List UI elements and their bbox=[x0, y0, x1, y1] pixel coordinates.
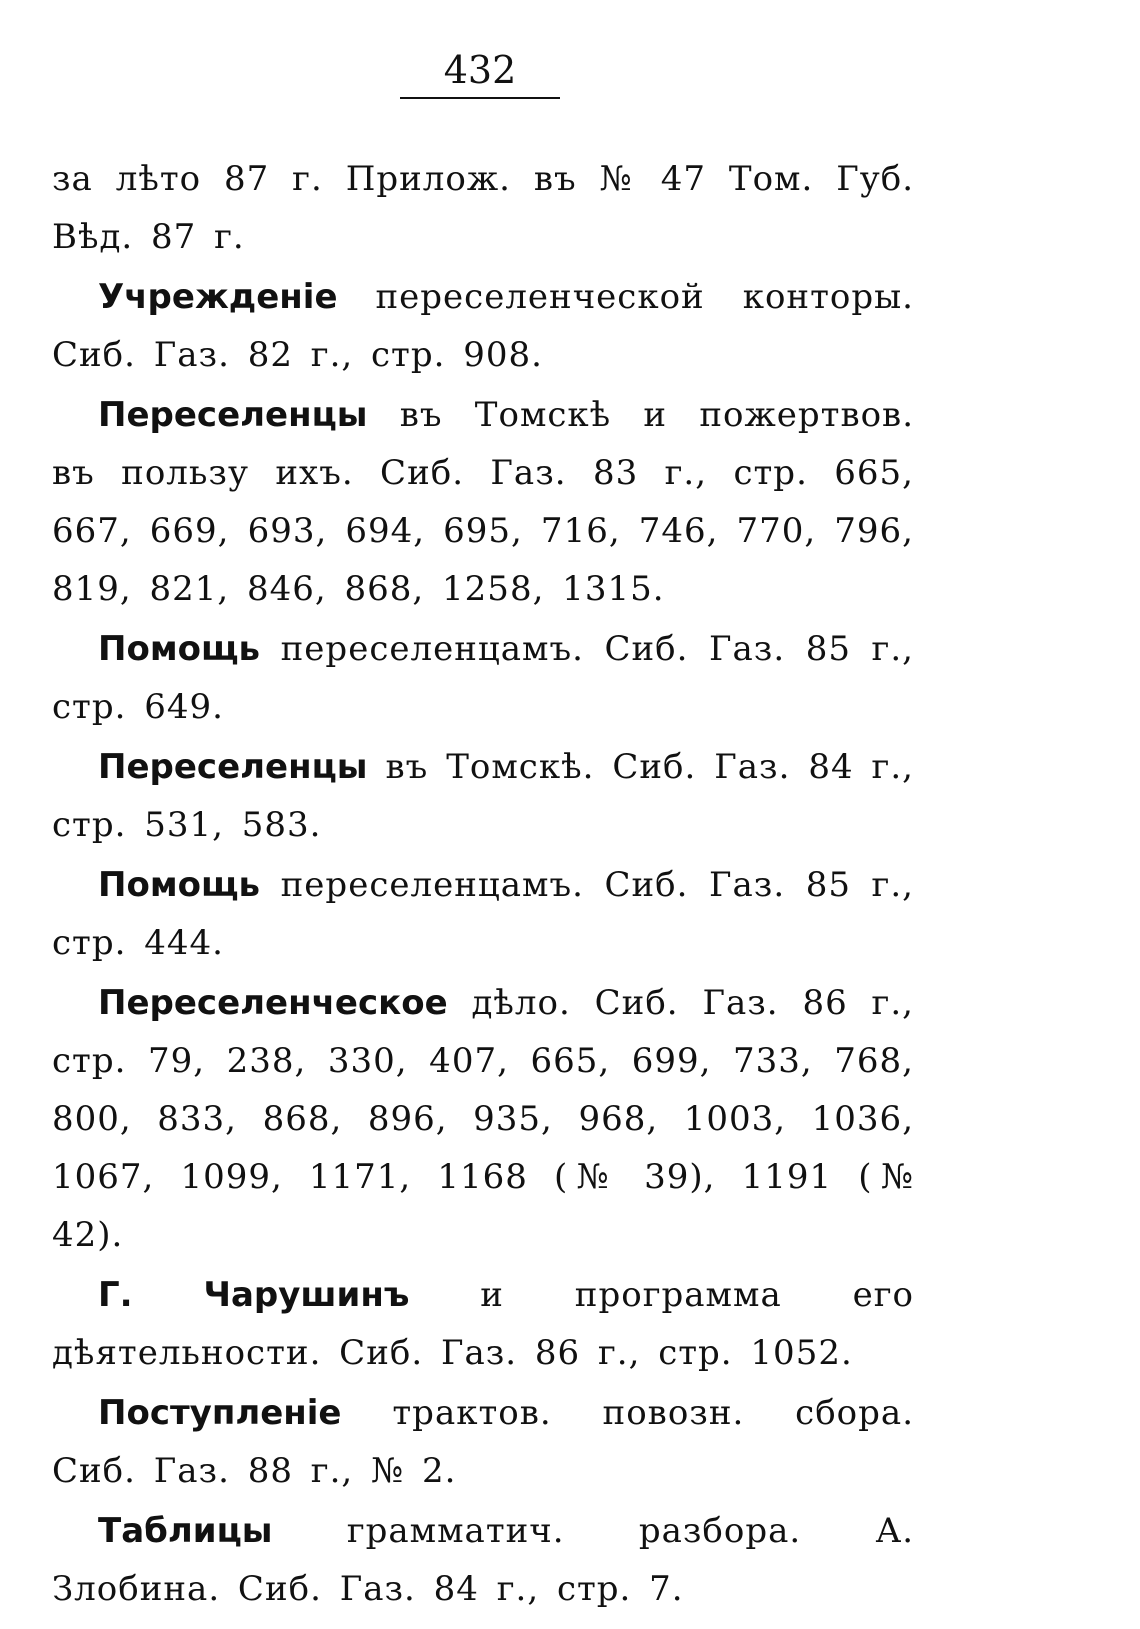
entry-heading: Учрежденіе bbox=[98, 277, 338, 317]
page-number: 432 bbox=[443, 48, 517, 92]
entry-3 bbox=[52, 620, 914, 736]
entry-7 bbox=[52, 1266, 914, 1382]
entry-text: трактов. повозн. сбора. Сиб. Газ. 88 г., № 2. bbox=[52, 1393, 914, 1491]
entry-text: въ Томскѣ и пожертвов. въ пользу ихъ. Сиб. Газ. 83 г., стр. 665, 667, 669, 693, 694, 695, 716, 746, 770, 796, 819, 821, 846, 868, 1258, 1315. bbox=[52, 395, 914, 609]
entry-text: и программа его дѣятельности. Сиб. Газ. 86 г., стр. 1052. bbox=[52, 1275, 914, 1373]
entry-9 bbox=[52, 1502, 914, 1618]
entry-0 bbox=[52, 150, 914, 266]
entry-text: въ Томскѣ. Сиб. Газ. 84 г., стр. 531, 583. bbox=[52, 747, 914, 845]
entry-text: переселенцамъ. Сиб. Газ. 85 г., стр. 649. bbox=[52, 629, 914, 727]
entry-heading: Таблицы bbox=[98, 1511, 273, 1551]
entry-text: переселенцамъ. Сиб. Газ. 85 г., стр. 444. bbox=[52, 865, 914, 963]
entry-heading: Помощь bbox=[98, 629, 261, 669]
entry-heading: Переселенцы bbox=[98, 395, 368, 435]
entry-heading: Помощь bbox=[98, 865, 261, 905]
entry-6 bbox=[52, 974, 914, 1264]
entry-text: дѣло. Сиб. Газ. 86 г., стр. 79, 238, 330, 407, 665, 699, 733, 768, 800, 833, 868, 896, 935, 968, 1003, 1036, 1067, 1099, 1171, 1168 (№ 39), 1191 (№ 42). bbox=[52, 983, 914, 1255]
entry-heading: Поступленіе bbox=[98, 1393, 342, 1433]
entry-2 bbox=[52, 386, 914, 618]
bibliography-entries bbox=[52, 150, 914, 1620]
entry-heading: Переселенческое bbox=[98, 983, 448, 1023]
entry-text: за лѣто 87 г. Прилож. въ № 47 Том. Губ. Вѣд. 87 г. bbox=[52, 159, 914, 257]
entry-8 bbox=[52, 1384, 914, 1500]
entry-heading: Г. Чарушинъ bbox=[98, 1275, 410, 1315]
entry-4 bbox=[52, 738, 914, 854]
entry-text: грамматич. разбора. А. Злобина. Сиб. Газ. 84 г., стр. 7. bbox=[52, 1511, 914, 1609]
entry-5 bbox=[52, 856, 914, 972]
entry-1 bbox=[52, 268, 914, 384]
entry-text: переселенческой конторы. Сиб. Газ. 82 г., стр. 908. bbox=[52, 277, 914, 375]
entry-heading: Переселенцы bbox=[98, 747, 368, 787]
header-rule bbox=[400, 97, 560, 99]
